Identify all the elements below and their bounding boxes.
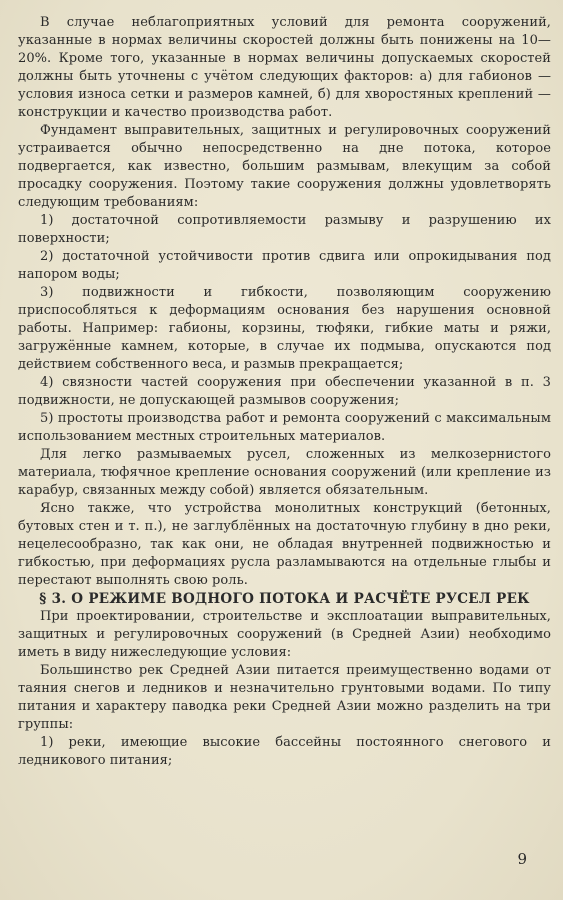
paragraph: Для легко размываемых русел, сложенных из мелкозернистого материала, тюфячное крепление основания сооружений (или крепление из карабур, связанных между собой) является обязательным. [18,447,551,498]
paragraph: Большинство рек Средней Азии питается преимущественно водами от таяния снегов и ледников и незначительно грунтовыми водами. По типу питания и характеру паводка реки Средней Азии можно разделить на три группы: [18,663,551,732]
list-item: 2) достаточной устойчивости против сдвига или опрокидывания под напором воды; [18,249,551,282]
list-item: 4) связности частей сооружения при обеспечении указанной в п. 3 подвижности, не допускающей размывов сооружения; [18,375,551,408]
section-heading: § 3. О РЕЖИМЕ ВОДНОГО ПОТОКА И РАСЧЁТЕ РУСЕЛ РЕК [39,591,530,607]
page-number: 9 [517,850,527,868]
paragraph: Фундамент выправительных, защитных и регулировочных сооружений устраивается обычно непосредственно на дне потока, которое подвергается, как известно, большим размывам, влекущим за собой просадку сооружения. Поэтому такие сооружения должны удовлетворять следующим требованиям: [18,123,551,210]
list-item: 1) достаточной сопротивляемости размыву и разрушению их поверхности; [18,213,551,246]
paragraph: При проектировании, строительстве и эксплоатации выправительных, защитных и регулировочных сооружений (в Средней Азии) необходимо иметь в виду нижеследующие условия: [18,609,551,660]
list-item: 5) простоты производства работ и ремонта сооружений с максимальным использованием местных строительных материалов. [18,411,551,444]
paragraph: В случае неблагоприятных условий для ремонта сооружений, указанные в нормах величины скоростей должны быть понижены на 10—20%. Кроме того, указанные в нормах величины допускаемых скоростей должны быть уточнены с учётом следующих факторов: а) для габионов — условия износа сетки и размеров камней, б) для хворостяных креплений — конструкции и качество производства работ. [18,15,551,120]
list-item: 3) подвижности и гибкости, позволяющим сооружению приспособляться к деформациям основания без нарушения основной работы. Например: габионы, корзины, тюфяки, гибкие маты и ряжи, загружённые камнем, которые, в случае их подмыва, опускаются под действием собственного веса, и размыв прекращается; [18,285,551,372]
paragraph: Ясно также, что устройства монолитных конструкций (бетонных, бутовых стен и т. п.), не заглублённых на достаточную глубину в дно реки, нецелесообразно, так как они, не обладая внутренней подвижностью и гибкостью, при деформациях русла разламываются на отдельные глыбы и перестают выполнять свою роль. [18,501,551,588]
page-body-text [18,14,551,770]
list-item: 1) реки, имеющие высокие бассейны постоянного снегового и ледникового питания; [18,735,551,768]
